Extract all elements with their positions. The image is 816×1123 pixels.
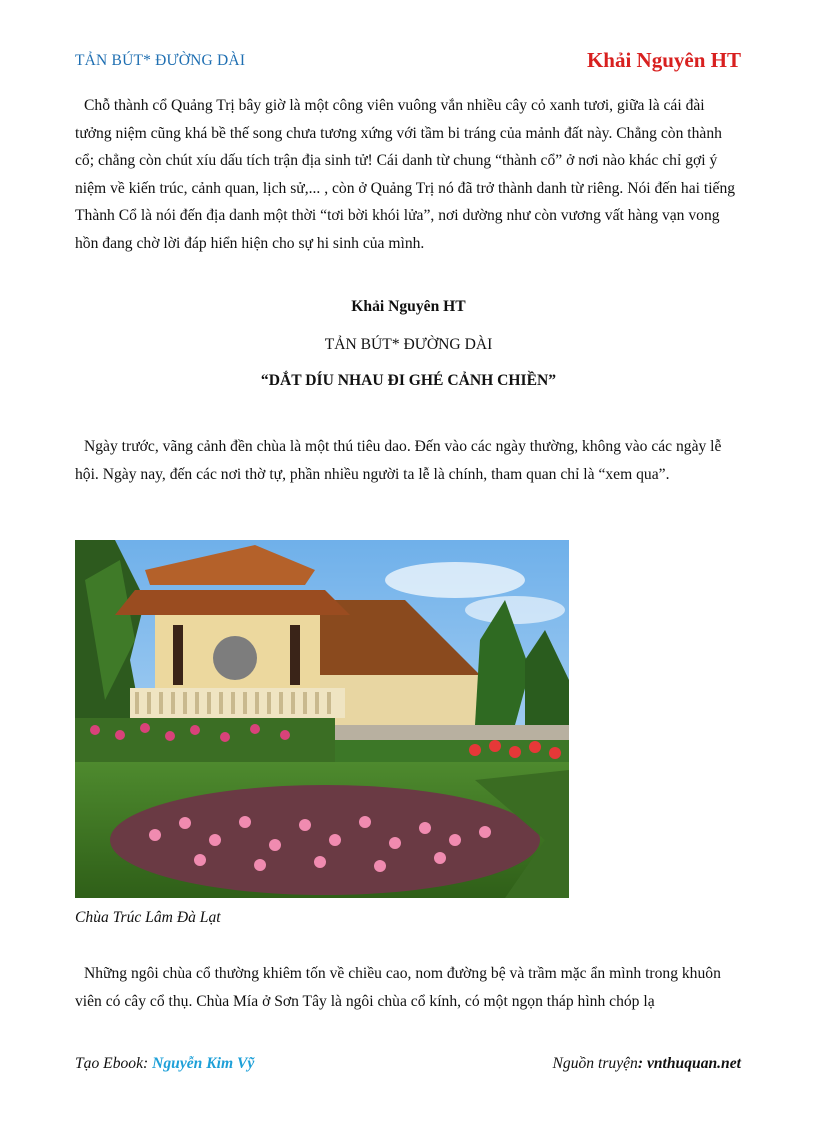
title-chapter: “DẮT DÍU NHAU ĐI GHÉ CẢNH CHIỀN” [260, 372, 557, 389]
footer-ebook-label: Tạo Ebook [75, 1055, 144, 1072]
page-footer [75, 1055, 741, 1079]
footer-ebook-credit: Tạo Ebook: Nguyễn Kim Vỹ [75, 1055, 255, 1072]
paragraph-thanh-co [75, 92, 742, 257]
paragraph-van-canh [75, 433, 742, 488]
paragraph-text: Ngày trước, vãng cảnh đền chùa là một thú tiêu dao. Đến vào các ngày thường, không vào các ngày lễ hội. Ngày nay, đến các nơi thờ tự, phần nhiều người ta lễ là chính, tham quan chỉ là “xem qua”. [75, 438, 722, 483]
header-series-title: TẢN BÚT* ĐƯỜNG DÀI [75, 52, 246, 69]
paragraph-text: Chỗ thành cổ Quảng Trị bây giờ là một công viên vuông vắn nhiều cây cỏ xanh tươi, giữa là cái đài tưởng niệm cũng khá bề thế song chưa tương xứng với tầm bi tráng của mảnh đất này. Chẳng còn thành cổ; chẳng còn chút xíu dấu tích trận địa sinh tử! Cái danh từ chung “thành cổ” ở nơi nào khác chỉ gợi ý niệm về kiến trúc, cảnh quan, lịch sử,... , còn ở Quảng Trị nó đã trở thành danh từ riêng. Nói đến hai tiếng Thành Cổ là nói đến địa danh một thời “tơi bời khói lửa”, nơi dường như còn vương vất hàng vạn vong hồn đang chờ lời đáp hiển hiện cho sự hi sinh của mình. [75, 97, 736, 252]
title-author: Khải Nguyên HT [351, 298, 466, 315]
header-author: Khải Nguyên HT [586, 48, 741, 72]
photo-caption: Chùa Trúc Lâm Đà Lạt [75, 909, 221, 926]
footer-source-site: vnthuquan.net [646, 1055, 741, 1072]
footer-source-credit: Nguồn truyện: vnthuquan.net [552, 1055, 741, 1072]
page-header [75, 48, 741, 76]
footer-ebook-author: Nguyễn Kim Vỹ [152, 1055, 255, 1072]
title-series: TẢN BÚT* ĐƯỜNG DÀI [324, 336, 493, 353]
pagoda-photo [75, 540, 569, 898]
paragraph-text: Những ngôi chùa cổ thường khiêm tốn về chiều cao, nom đường bệ và trầm mặc ẩn mình trong khuôn viên có cây cổ thụ. Chùa Mía ở Sơn Tây là ngôi chùa cổ kính, có một ngọn tháp hình chóp lạ [75, 965, 721, 1010]
paragraph-chua-co [75, 960, 742, 1015]
footer-source-label: Nguồn truyện [552, 1055, 638, 1072]
pagoda-photo-illustration [75, 540, 569, 898]
